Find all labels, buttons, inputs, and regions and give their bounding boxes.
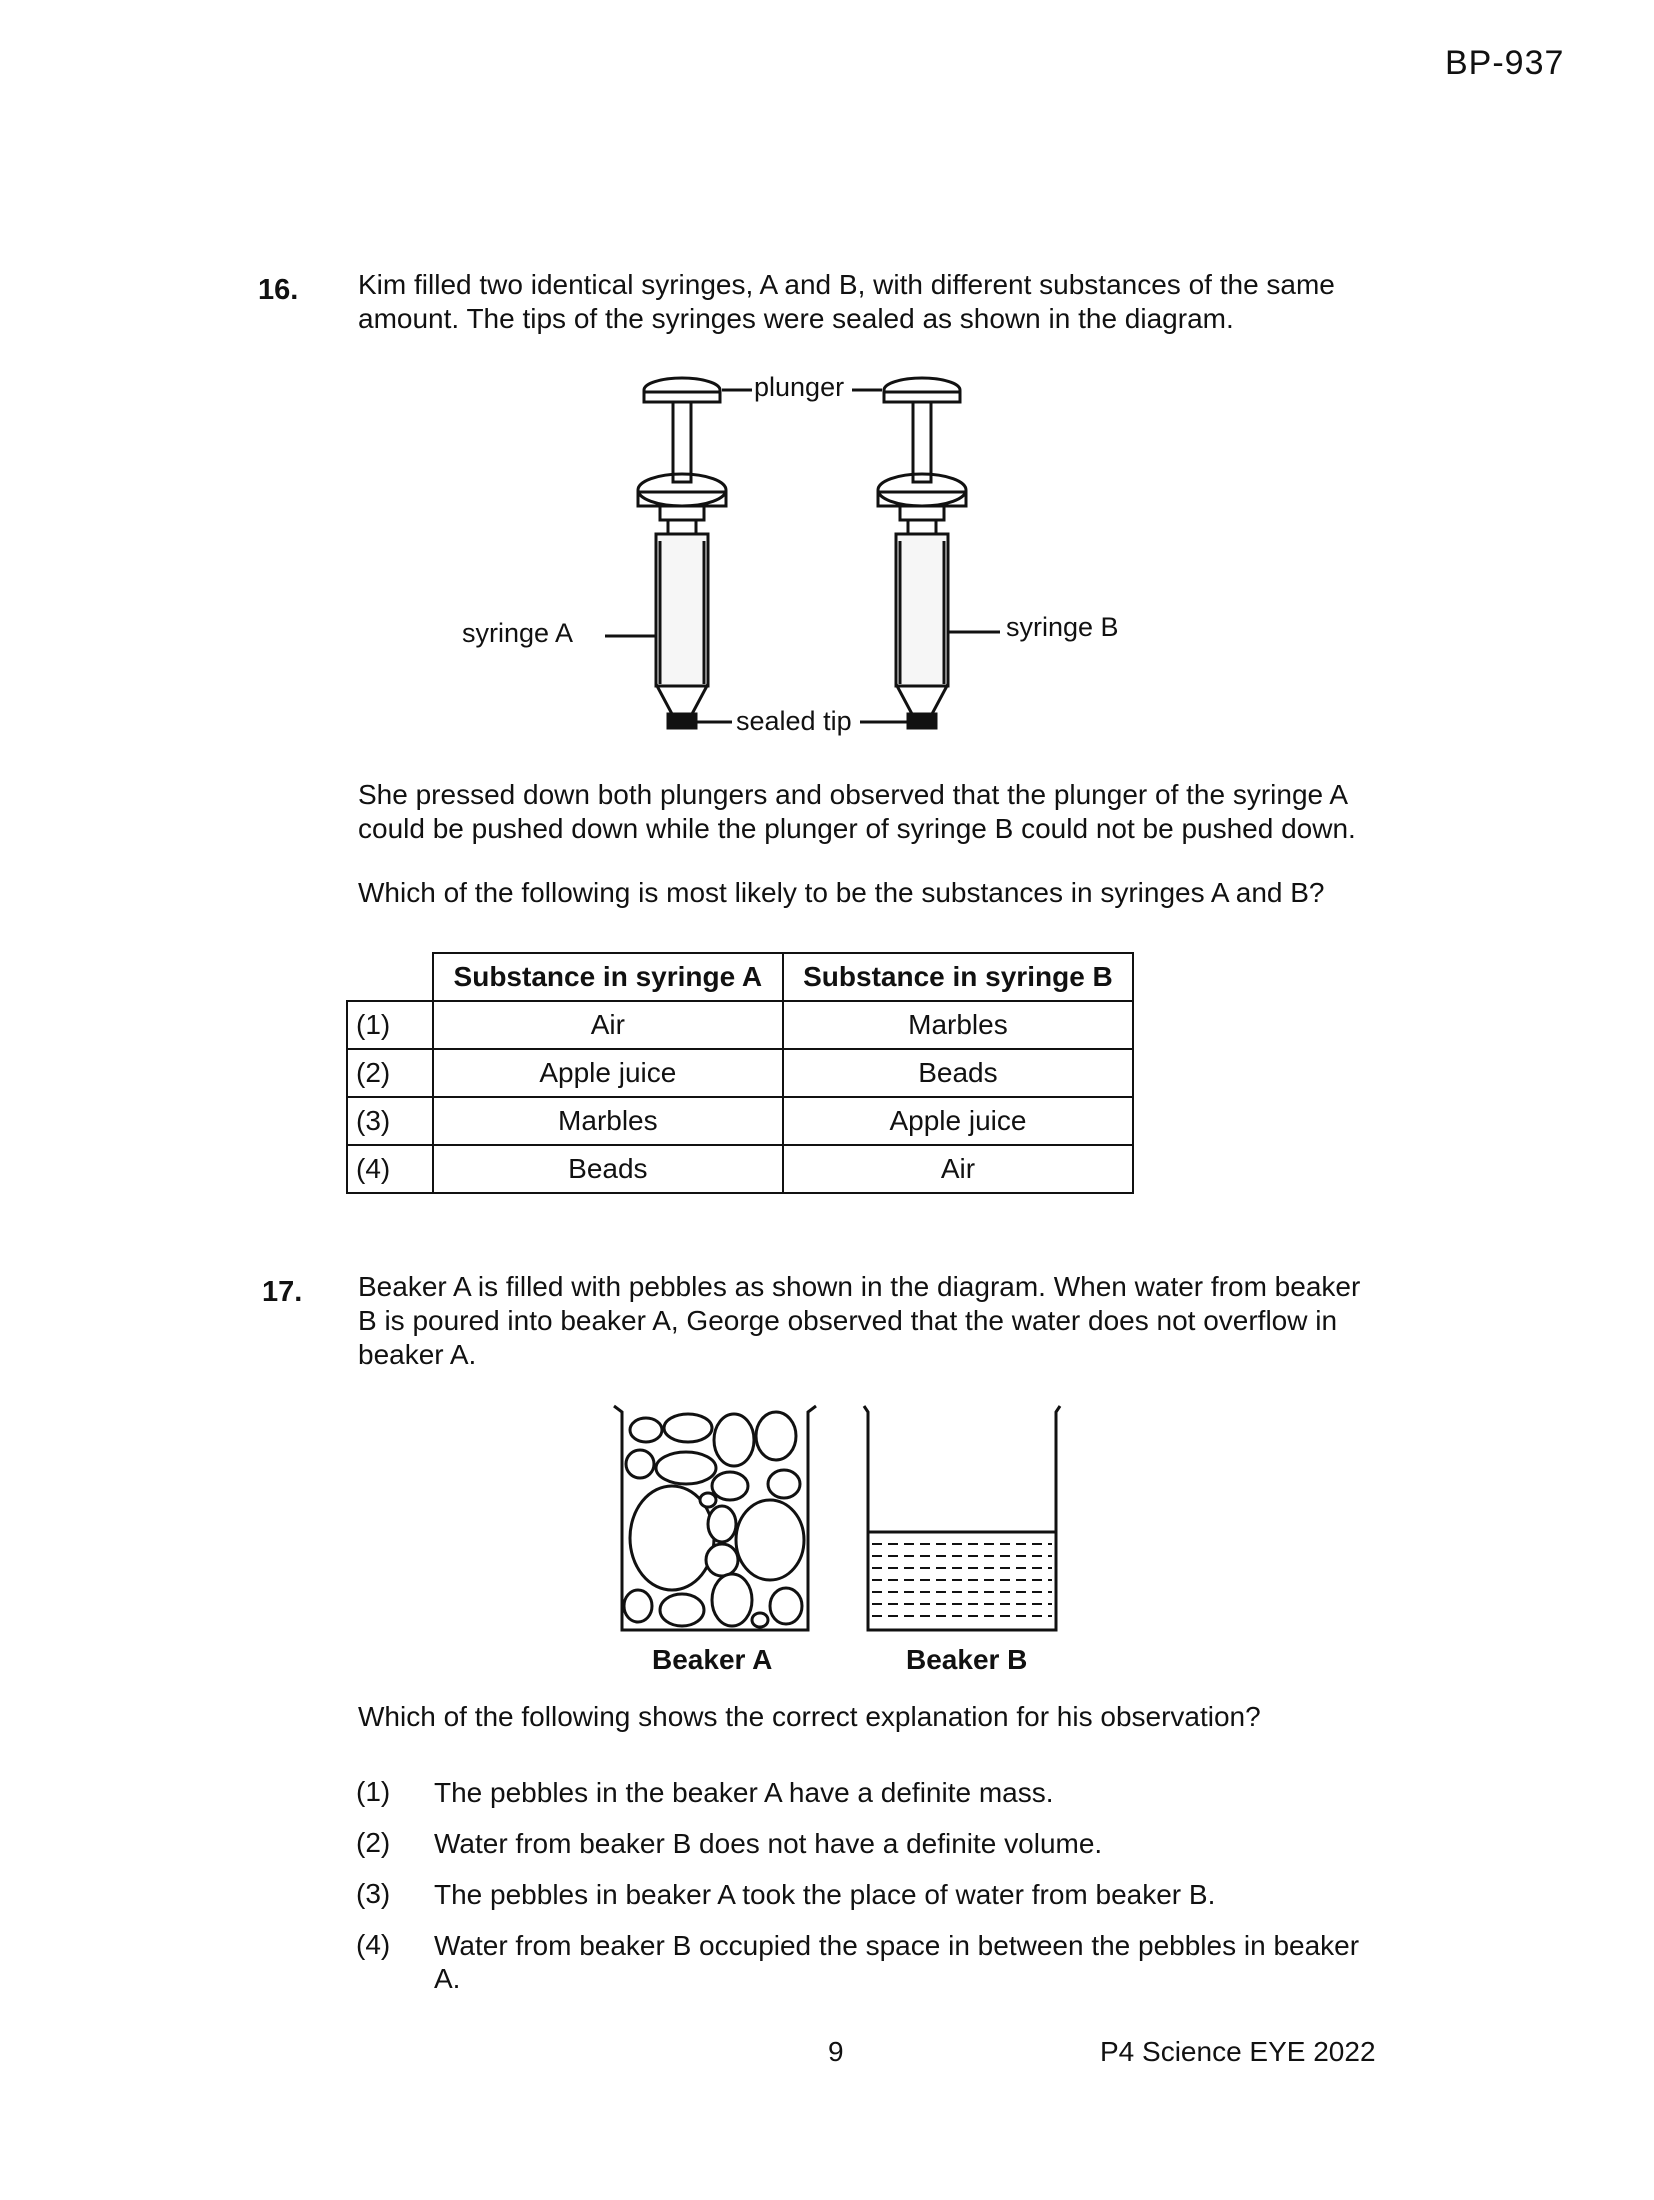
list-item: [356, 1827, 1376, 1860]
option-number: (3): [356, 1878, 391, 1909]
table-row: [347, 1145, 1133, 1193]
syringe-a-drawing: [638, 378, 726, 728]
list-item: [356, 1776, 1376, 1809]
question-16-number: 16.: [258, 274, 299, 306]
list-item: [356, 1929, 1376, 1995]
question-16-observation: She pressed down both plungers and observed that the plunger of the syringe A could be pushed down while the plunger of syringe B could not be pushed down.: [358, 779, 1356, 844]
answer-table-16: [346, 952, 1134, 1194]
syringe-diagram: [460, 366, 1150, 736]
option-text: The pebbles in beaker A took the place of water from beaker B.: [434, 1879, 1216, 1910]
question-17-options: [356, 1776, 1376, 1995]
question-17-number: 17.: [262, 1276, 303, 1308]
syringe-a-label: syringe A: [462, 618, 574, 648]
page-number: 9: [828, 2036, 844, 2067]
beaker-b-drawing: [864, 1406, 1060, 1630]
option-text: Water from beaker B occupied the space in between the pebbles in beaker A.: [434, 1930, 1360, 1994]
table-corner: [347, 953, 433, 1001]
substance-b: Marbles: [783, 1001, 1133, 1049]
beakers-diagram: [610, 1400, 1070, 1640]
syringe-b-drawing: [878, 378, 966, 728]
substance-a: Air: [433, 1001, 783, 1049]
substance-a: Apple juice: [433, 1049, 783, 1097]
option-text: Water from beaker B does not have a definite volume.: [434, 1828, 1103, 1859]
question-16-prompt: Which of the following is most likely to be the substances in syringes A and B?: [358, 877, 1325, 908]
substance-b: Apple juice: [783, 1097, 1133, 1145]
question-16-intro: Kim filled two identical syringes, A and B, with different substances of the same amount. The tips of the syringes were sealed as shown in the diagram.: [358, 269, 1335, 334]
table-header-row: [347, 953, 1133, 1001]
list-item: [356, 1878, 1376, 1911]
plunger-label: plunger: [754, 372, 845, 402]
option-number: (2): [347, 1049, 433, 1097]
option-number: (4): [347, 1145, 433, 1193]
beaker-a-drawing: [614, 1406, 816, 1630]
syringe-b-label: syringe B: [1006, 612, 1119, 642]
option-number: (1): [356, 1776, 391, 1807]
table-row: [347, 1049, 1133, 1097]
beaker-a-label: Beaker A: [652, 1644, 773, 1675]
option-number: (2): [356, 1827, 391, 1858]
option-number: (4): [356, 1929, 391, 1960]
substance-b: Beads: [783, 1049, 1133, 1097]
substance-b: Air: [783, 1145, 1133, 1193]
table-header-a: Substance in syringe A: [433, 953, 783, 1001]
exam-title: P4 Science EYE 2022: [1100, 2036, 1376, 2067]
question-17-intro: Beaker A is filled with pebbles as shown in the diagram. When water from beaker B is poured into beaker A, George observed that the water does not overflow in beaker A.: [358, 1271, 1361, 1370]
document-code: BP-937: [1445, 44, 1565, 82]
substance-a: Beads: [433, 1145, 783, 1193]
option-number: (1): [347, 1001, 433, 1049]
option-number: (3): [347, 1097, 433, 1145]
substance-a: Marbles: [433, 1097, 783, 1145]
sealed-tip-label: sealed tip: [736, 706, 852, 736]
question-17-prompt: Which of the following shows the correct explanation for his observation?: [358, 1701, 1261, 1732]
option-text: The pebbles in the beaker A have a definite mass.: [434, 1777, 1054, 1808]
table-row: [347, 1097, 1133, 1145]
beaker-b-label: Beaker B: [906, 1644, 1028, 1675]
table-header-b: Substance in syringe B: [783, 953, 1133, 1001]
table-row: [347, 1001, 1133, 1049]
